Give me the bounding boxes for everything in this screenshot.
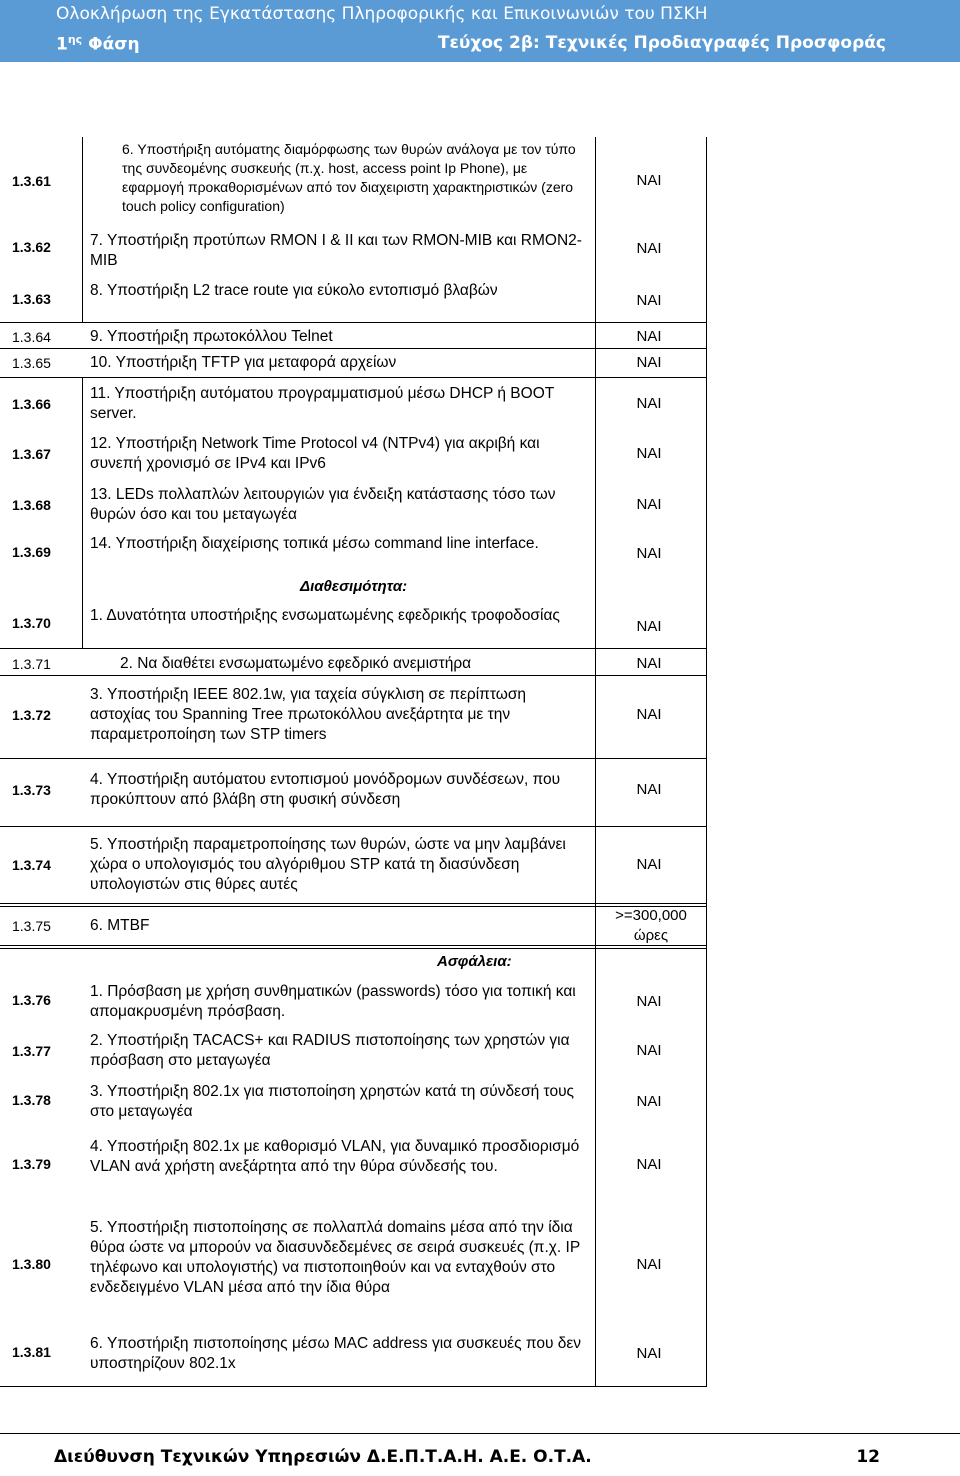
row-number: 1.3.80 bbox=[12, 1256, 51, 1272]
footer-organization: Διεύθυνση Τεχνικών Υπηρεσιών Δ.Ε.Π.Τ.Α.Η. Α.Ε. Ο.Τ.Α. bbox=[54, 1447, 592, 1467]
row-description: 5. Υποστήριξη πιστοποίησης σε πολλαπλά domains μέσα από την ίδια θύρα ώστε να μπορούν να διασυνδεδεμένες σε σειρά συσκευές (π.χ. IP τηλέφωνο και υπολογιστής) να πιστοποιηθούν και να ενταχθούν στο ενδεδειγμένο VLAN μέσα από την ίδια θύρα bbox=[90, 1219, 580, 1296]
row-value: ΝΑΙ bbox=[636, 292, 662, 309]
row-number: 1.3.72 bbox=[12, 707, 51, 723]
row-number: 1.3.73 bbox=[12, 782, 51, 798]
table-hrule bbox=[0, 675, 707, 676]
page-header bbox=[0, 0, 960, 62]
row-value: ΝΑΙ bbox=[636, 354, 662, 371]
phase-word: Φάση bbox=[88, 34, 140, 55]
table-vrule bbox=[82, 137, 83, 322]
table-hrule bbox=[0, 322, 707, 323]
phase-label bbox=[56, 33, 140, 55]
row-value: ΝΑΙ bbox=[636, 445, 662, 462]
row-description: 6. Υποστήριξη πιστοποίησης μέσω MAC address για συσκευές που δεν υποστηρίζουν 802.1x bbox=[90, 1335, 582, 1372]
page-number: 12 bbox=[856, 1447, 880, 1467]
document-subtitle: Τεύχος 2β: Τεχνικές Προδιαγραφές Προσφοράς bbox=[437, 33, 886, 53]
table-hrule bbox=[0, 377, 707, 378]
row-value: ΝΑΙ bbox=[636, 1156, 662, 1173]
row-value: ΝΑΙ bbox=[636, 1345, 662, 1362]
row-description: 6. MTBF bbox=[90, 917, 150, 934]
row-value: ΝΑΙ bbox=[636, 328, 662, 345]
row-value: ΝΑΙ bbox=[636, 240, 662, 257]
row-value: ΝΑΙ bbox=[636, 618, 662, 635]
row-value: ΝΑΙ bbox=[636, 993, 662, 1010]
row-number: 1.3.74 bbox=[12, 857, 51, 873]
page-footer bbox=[0, 1433, 960, 1476]
row-value: ΝΑΙ bbox=[636, 1256, 662, 1273]
phase-number: 1 bbox=[56, 34, 68, 55]
row-description: 6. Υποστήριξη αυτόματης διαμόρφωσης των θυρών ανάλογα με τον τύπο της συνδεομένης συσκευής (π.χ. host, access point Ip Phone), με εφαρμογή προκαθορισμένων από τον διαχειριστη χαρακτηριστικών (zero touch policy configuration) bbox=[122, 141, 576, 214]
row-description: 5. Υποστήριξη παραμετροποίησης των θυρών, ώστε να μην λαμβάνει χώρα ο υπολογισμός του αλγόριθμου STP κατά τη διασύνδεση υπολογιστών στις θύρες αυτές bbox=[90, 836, 566, 893]
row-value: ΝΑΙ bbox=[636, 706, 662, 723]
row-number: 1.3.70 bbox=[12, 615, 51, 631]
row-description: 1. Πρόσβαση με χρήση συνθηματικών (passwords) τόσο για τοπική και απομακρυσμένη πρόσβαση. bbox=[90, 983, 576, 1020]
row-number: 1.3.79 bbox=[12, 1156, 51, 1172]
row-number: 1.3.75 bbox=[12, 918, 51, 934]
table-vrule bbox=[82, 378, 83, 648]
row-value: ΝΑΙ bbox=[636, 1042, 662, 1059]
row-description: 12. Υποστήριξη Network Time Protocol v4 (NTPv4) για ακριβή και συνεπή χρονισμό σε IPv4 και IPv6 bbox=[90, 435, 540, 472]
table-hrule bbox=[0, 648, 707, 649]
table-vrule bbox=[706, 137, 707, 1387]
row-number: 1.3.76 bbox=[12, 992, 51, 1008]
row-description: 3. Υποστήριξη IEEE 802.1w, για ταχεία σύγκλιση σε περίπτωση αστοχίας του Spanning Tree πρωτοκόλλου ανεξάρτητα με την παραμετροποίηση των STP timers bbox=[90, 686, 527, 743]
row-description: 2. Να διαθέτει ενσωματωμένο εφεδρικό ανεμιστήρα bbox=[120, 655, 472, 672]
table-hrule bbox=[0, 826, 707, 827]
row-description: 2. Υποστήριξη TACACS+ και RADIUS πιστοποίησης των χρηστών για πρόσβαση στο μεταγωγέα bbox=[90, 1032, 570, 1069]
row-description: 11. Υποστήριξη αυτόματου προγραμματισμού μέσω DHCP ή BOOT server. bbox=[90, 385, 554, 422]
row-number: 1.3.62 bbox=[12, 239, 51, 255]
table-hrule bbox=[0, 1386, 707, 1387]
row-number: 1.3.67 bbox=[12, 446, 51, 462]
row-number: 1.3.71 bbox=[12, 656, 51, 672]
row-description: 4. Υποστήριξη 802.1x με καθορισμό VLAN, για δυναμικό προσδιορισμό VLAN ανά χρήστη ανεξάρτητα από την θύρα σύνδεσής του. bbox=[90, 1138, 580, 1175]
row-value: ΝΑΙ bbox=[636, 496, 662, 513]
section-availability: Διαθεσιμότητα: bbox=[300, 578, 408, 595]
row-number: 1.3.65 bbox=[12, 355, 51, 371]
row-value: ΝΑΙ bbox=[636, 856, 662, 873]
row-value: ΝΑΙ bbox=[636, 172, 662, 189]
row-number: 1.3.64 bbox=[12, 329, 51, 345]
table-hrule bbox=[0, 348, 707, 349]
row-number: 1.3.63 bbox=[12, 291, 51, 307]
row-description: 3. Υποστήριξη 802.1x για πιστοποίηση χρηστών κατά τη σύνδεσή τους στο μεταγωγέα bbox=[90, 1083, 575, 1120]
row-value: ΝΑΙ bbox=[636, 395, 662, 412]
row-description: 9. Υποστήριξη πρωτοκόλλου Telnet bbox=[90, 328, 333, 345]
row-description: 10. Υποστήριξη TFTP για μεταφορά αρχείων bbox=[90, 354, 397, 371]
row-number: 1.3.68 bbox=[12, 497, 51, 513]
row-value: ΝΑΙ bbox=[636, 545, 662, 562]
row-number: 1.3.77 bbox=[12, 1043, 51, 1059]
row-value: ΝΑΙ bbox=[636, 655, 662, 672]
section-security: Ασφάλεια: bbox=[437, 953, 512, 970]
row-number: 1.3.66 bbox=[12, 396, 51, 412]
row-description: 8. Υποστήριξη L2 trace route για εύκολο εντοπισμό βλαβών bbox=[90, 282, 498, 299]
document-title: Ολοκλήρωση της Εγκατάστασης Πληροφορικής και Επικοινωνιών του ΠΣΚΗ bbox=[56, 4, 708, 24]
row-number: 1.3.81 bbox=[12, 1344, 51, 1360]
row-number: 1.3.61 bbox=[12, 173, 51, 189]
row-description: 1. Δυνατότητα υποστήριξης ενσωματωμένης εφεδρικής τροφοδοσίας bbox=[90, 607, 560, 624]
phase-suffix: ης bbox=[67, 33, 83, 46]
table-vrule bbox=[595, 137, 596, 1387]
row-value: ΝΑΙ bbox=[636, 1093, 662, 1110]
row-description: 4. Υποστήριξη αυτόματου εντοπισμού μονόδρομων συνδέσεων, που προκύπτουν από βλάβη στη φυσική σύνδεση bbox=[90, 771, 561, 808]
row-value: ΝΑΙ bbox=[636, 781, 662, 798]
row-number: 1.3.69 bbox=[12, 544, 51, 560]
row-description: 7. Υποστήριξη προτύπων RMON I & II και των RMON-MIB και RMON2-MIB bbox=[90, 232, 582, 269]
row-value: >=300,000 ώρες bbox=[615, 907, 687, 944]
table-hrule bbox=[0, 758, 707, 759]
row-description: 13. LEDs πολλαπλών λειτουργιών για ένδειξη κατάστασης τόσο των θυρών όσο και του μεταγωγέα bbox=[90, 486, 556, 523]
row-number: 1.3.78 bbox=[12, 1092, 51, 1108]
row-description: 14. Υποστήριξη διαχείρισης τοπικά μέσω command line interface. bbox=[90, 535, 539, 552]
